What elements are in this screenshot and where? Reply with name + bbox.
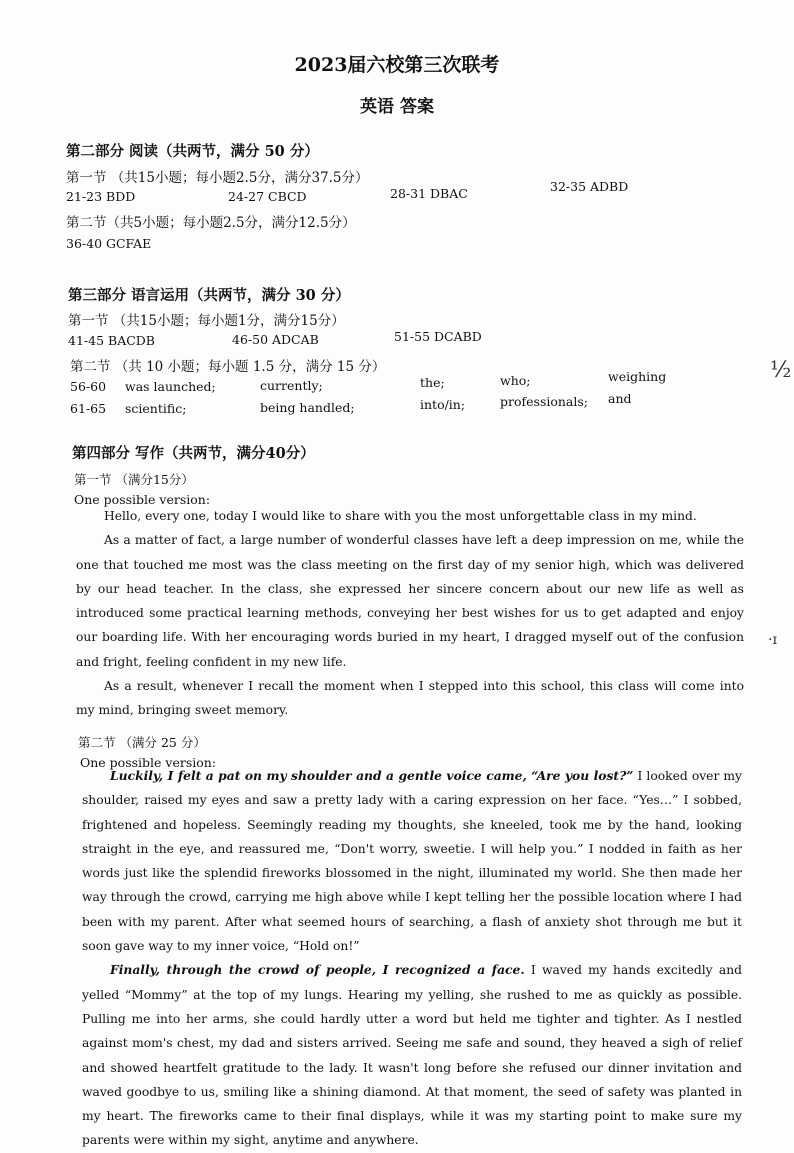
row-answer: currently; (260, 378, 323, 393)
answer-46-50: 46-50 ADCAB (232, 332, 319, 347)
answer-21-23: 21-23 BDD (66, 189, 136, 204)
margin-mark: ½ (770, 358, 792, 383)
answer-32-35: 32-35 ADBD (550, 179, 629, 194)
row-answer: weighing (608, 369, 667, 384)
answer-41-45: 41-45 BACDB (68, 333, 155, 348)
part2-heading: 第二部分 阅读（共两节，满分 50 分） (66, 143, 319, 160)
part3-sec2-heading: 第二节 （共 10 小题；每小题 1.5 分，满分 15 分） (70, 359, 386, 375)
row-answer: scientific; (125, 401, 187, 416)
answer-28-31: 28-31 DBAC (390, 186, 468, 201)
part3-heading: 第三部分 语言运用（共两节，满分 30 分） (68, 287, 350, 304)
essay-paragraph: Hello, every one, today I would like to share with you the most unforgettable class in my mind. (104, 509, 697, 523)
answer-36-40: 36-40 GCFAE (66, 236, 152, 251)
paragraph-lead: Luckily, I felt a pat on my shoulder and a gentle voice came, “Are you lost?” (110, 768, 634, 783)
exam-subtitle: 英语 答案 (360, 97, 434, 117)
row-range: 56-60 (70, 379, 107, 394)
essay-paragraph: As a result, whenever I recall the moment when I stepped into this school, this class will come into my mind, bringing sweet memory. (76, 679, 744, 718)
part4-sec2-heading: 第二节 （满分 25 分） (78, 735, 206, 750)
margin-mark: ·ɪ (768, 632, 777, 648)
row-answer: and (608, 391, 632, 406)
essay-paragraph (82, 764, 742, 958)
exam-title: 2023届六校第三次联考 (294, 54, 500, 76)
row-answer: into/in; (420, 397, 466, 412)
paragraph-lead: Finally, through the crowd of people, I recognized a face. (110, 962, 525, 978)
answer-51-55: 51-55 DCABD (394, 329, 482, 344)
row-answer: was launched; (125, 379, 216, 394)
part4-sec1-heading: 第一节 （满分15分） (74, 472, 194, 487)
row-answer: professionals; (500, 394, 589, 409)
sec1-essay (76, 504, 744, 723)
row-answer: the; (420, 375, 445, 390)
paragraph-body: I looked over my shoulder, raised my eyes and saw a pretty lady with a caring expression on her face. “Yes…” I sobbed, frightened and hopeless. Seemingly reading my thoughts, she kneeled, took me by the hand, looking straight in the eye, and reassured me, “Don't worry, sweetie. I will help you.” I nodded in faith as her words just like the splendid fireworks blossomed in the night, illuminated my world. She then made her way through the crowd, carrying me high above while I kept telling her the possible location where I had been with my parent. After what seemed hours of searching, a flash of anxiety shot through me but it soon gave way to my inner voice, “Hold on!” (82, 769, 743, 954)
row-range: 61-65 (70, 401, 107, 416)
part4-heading: 第四部分 写作（共两节，满分40分） (72, 445, 315, 462)
sec1-version-label: One possible version: (74, 492, 211, 507)
row-answer: who; (500, 373, 531, 388)
sec2-version-label: One possible version: (80, 755, 217, 770)
part2-sec1-heading: 第一节 （共15小题；每小题2.5分，满分37.5分） (66, 170, 369, 186)
sec2-essay (82, 764, 742, 1153)
answer-24-27: 24-27 CBCD (228, 189, 307, 204)
paragraph-body: I waved my hands excitedly and yelled “Mommy” at the top of my lungs. Hearing my yelling, she rushed to me as quickly as possible. Pulling me into her arms, she could hardly utter a word but held me tighter and tighter. As I nestled against mom's chest, my dad and sisters arrived. Seeing me safe and sound, they heaved a sigh of relief and showed heartfelt gratitude to the lady. It wasn't long before she refused our dinner invitation and waved goodbye to us, smiling like a shining diamond. At that moment, the seed of safety was planted in my heart. The fireworks came to their final displays, while it was my starting point to make sure my parents were within my sight, anytime and anywhere. (82, 963, 742, 1148)
row-answer: being handled; (260, 400, 355, 415)
part3-sec1-heading: 第一节 （共15小题；每小题1分，满分15分） (68, 313, 345, 329)
part2-sec2-heading: 第二节（共5小题；每小题2.5分，满分12.5分） (66, 215, 356, 231)
essay-paragraph: As a matter of fact, a large number of wonderful classes have left a deep impression on me, while the one that touched me most was the class meeting on the first day of my senior high, which was delivered by our head teacher. In the class, she expressed her sincere concern about our new life as well as introduced some practical learning methods, conveying her best wishes for us to get adapted and enjoy our boarding life. With her encouraging words buried in my heart, I dragged myself out of the confusion and fright, feeling confident in my new life. (76, 533, 744, 669)
